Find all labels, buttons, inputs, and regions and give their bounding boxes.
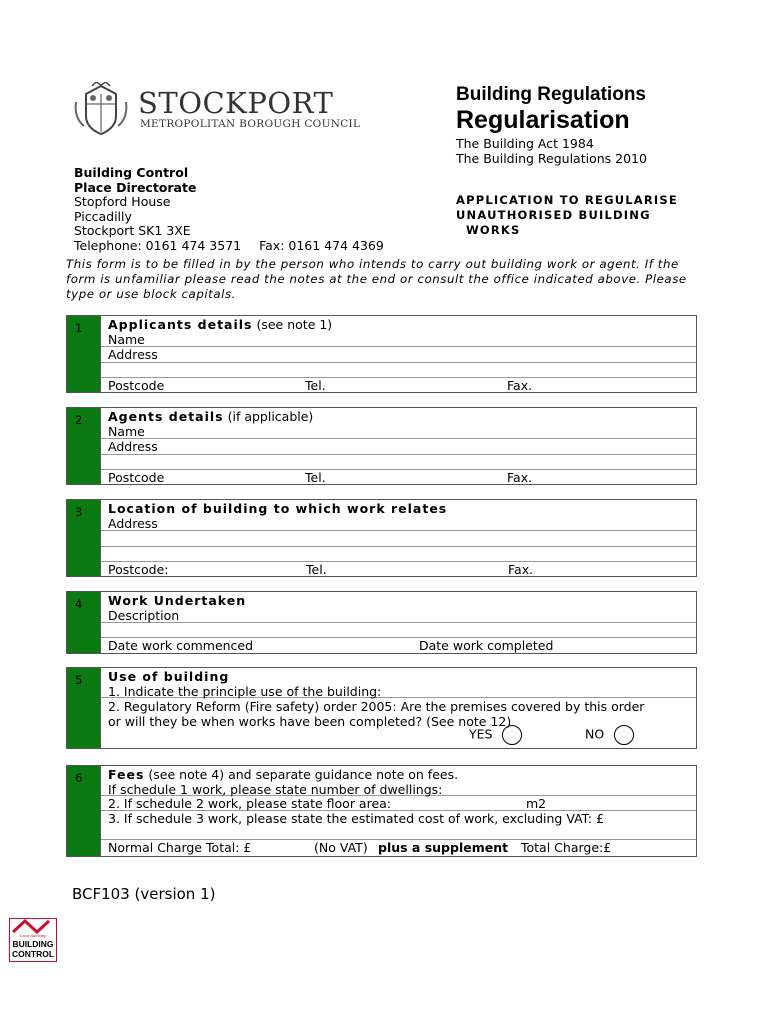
agent-contact-row[interactable] xyxy=(101,470,696,486)
application-title-line: UNAUTHORISED BUILDING xyxy=(456,208,651,222)
location-address-row-2[interactable] xyxy=(101,531,696,547)
postcode-label: Postcode xyxy=(108,470,165,485)
logo-control-text: CONTROL xyxy=(11,949,55,959)
section-use xyxy=(66,667,697,749)
fax-label: Fax. xyxy=(507,378,533,393)
section-title: Applicants details xyxy=(108,317,253,332)
form-title-line1: Building Regulations xyxy=(456,84,646,105)
yes-label: YES xyxy=(469,726,493,742)
tel-label: Tel. xyxy=(306,562,327,577)
office-fax: Fax: 0161 474 4369 xyxy=(259,237,384,253)
postcode-label: Postcode xyxy=(108,378,165,393)
yes-radio[interactable] xyxy=(502,725,522,745)
fire-safety-question: 2. Regulatory Reform (Fire safety) order 2005: Are the premises covered by this order xyxy=(108,699,645,714)
section-agent xyxy=(66,407,697,485)
building-control-logo-icon xyxy=(9,918,57,962)
office-address xyxy=(74,166,384,253)
use-principal-row[interactable] xyxy=(101,668,696,698)
section-title: Location of building to which work relates xyxy=(108,501,448,516)
agent-name-row[interactable] xyxy=(101,408,696,439)
office-telephone: Telephone: 0161 474 3571 xyxy=(74,237,242,253)
applicant-address-row-2[interactable] xyxy=(101,363,696,378)
principal-use-question: 1. Indicate the principle use of the building: xyxy=(108,684,382,699)
address-label: Address xyxy=(108,347,158,362)
section-number: 5 xyxy=(67,668,101,748)
fax-label: Fax. xyxy=(507,470,533,485)
applicant-address-row[interactable] xyxy=(101,347,696,363)
section-location xyxy=(66,499,697,577)
agent-address-row[interactable] xyxy=(101,439,696,455)
section-work xyxy=(66,591,697,654)
fees-schedule2-row[interactable] xyxy=(101,796,696,811)
location-address-row-3[interactable] xyxy=(101,547,696,562)
applicant-name-row[interactable] xyxy=(101,316,696,347)
section-applicant xyxy=(66,315,697,393)
postcode-label: Postcode: xyxy=(108,562,169,577)
section-number: 4 xyxy=(67,592,101,653)
section-note: (see note 1) xyxy=(252,317,333,332)
supplement-label: plus a supplement xyxy=(378,840,509,855)
no-radio[interactable] xyxy=(614,725,634,745)
act-reference-1: The Building Act 1984 xyxy=(456,136,594,151)
form-title-line2: Regularisation xyxy=(456,106,630,134)
schedule1-question: If schedule 1 work, please state number of dwellings: xyxy=(108,782,443,797)
section-title: Fees xyxy=(108,767,145,782)
section-title: Use of building xyxy=(108,669,230,684)
schedule2-question: 2. If schedule 2 work, please state floor area: xyxy=(108,796,392,811)
address-line: Building Control xyxy=(74,165,189,180)
council-name: STOCKPORT xyxy=(138,86,334,120)
section-number: 6 xyxy=(67,766,101,856)
address-line: Piccadilly xyxy=(74,208,132,224)
work-description-row[interactable] xyxy=(101,592,696,623)
address-line: Place Directorate xyxy=(74,179,197,195)
no-vat-label: (No VAT) xyxy=(314,840,368,855)
name-label: Name xyxy=(108,424,145,439)
fire-safety-row xyxy=(101,698,696,750)
application-title-line: WORKS xyxy=(466,223,521,237)
tel-label: Tel. xyxy=(305,470,326,485)
total-charge-label: Total Charge:£ xyxy=(521,840,612,855)
act-reference-2: The Building Regulations 2010 xyxy=(456,151,647,166)
location-contact-row[interactable] xyxy=(101,562,696,578)
address-label: Address xyxy=(108,439,158,454)
section-note: (see note 4) and separate guidance note on fees. xyxy=(144,767,459,782)
intro-instructions: This form is to be filled in by the person who intends to carry out building work or agent. If the form is unfamiliar please read the notes at the end or consult the office indicated above. Please type or use block capitals. xyxy=(66,257,687,301)
address-line: Stockport SK1 3XE xyxy=(74,223,191,238)
no-label: NO xyxy=(585,726,605,742)
floor-area-unit: m2 xyxy=(526,796,547,811)
section-number: 1 xyxy=(67,316,101,392)
description-label: Description xyxy=(108,608,180,623)
section-title: Work Undertaken xyxy=(108,593,247,608)
logo-building-text: BUILDING xyxy=(12,939,54,949)
section-number: 2 xyxy=(67,408,101,484)
name-label: Name xyxy=(108,332,145,347)
fire-safety-question-cont: or will they be when works have been completed? (See note 12) xyxy=(108,714,512,729)
section-note: (if applicable) xyxy=(223,409,314,424)
council-crest-icon xyxy=(72,82,130,138)
fees-total-row[interactable] xyxy=(101,840,696,858)
address-label: Address xyxy=(108,516,158,531)
address-line: Stopford House xyxy=(74,194,171,209)
section-title: Agents details xyxy=(108,409,224,424)
application-title-line: APPLICATION TO REGULARISE xyxy=(456,193,678,207)
schedule3-question: 3. If schedule 3 work, please state the estimated cost of work, excluding VAT: £ xyxy=(108,811,605,826)
work-description-row-2[interactable] xyxy=(101,623,696,638)
section-number: 3 xyxy=(67,500,101,576)
fees-schedule3-row[interactable] xyxy=(101,811,696,840)
fax-label: Fax. xyxy=(508,562,534,577)
application-title xyxy=(456,193,678,238)
section-fees xyxy=(66,765,697,857)
tel-label: Tel. xyxy=(305,378,326,393)
logo-authority-text: Local Authority xyxy=(19,933,47,938)
fees-schedule1-row[interactable] xyxy=(101,766,696,796)
council-subtitle: METROPOLITAN BOROUGH COUNCIL xyxy=(140,118,361,130)
normal-charge-label: Normal Charge Total: £ xyxy=(108,840,252,855)
agent-address-row-2[interactable] xyxy=(101,455,696,470)
work-dates-row[interactable] xyxy=(101,638,696,655)
applicant-contact-row[interactable] xyxy=(101,378,696,394)
location-address-row[interactable] xyxy=(101,500,696,531)
date-commenced-label: Date work commenced xyxy=(108,638,254,653)
date-completed-label: Date work completed xyxy=(419,638,554,653)
form-code: BCF103 (version 1) xyxy=(72,885,216,903)
